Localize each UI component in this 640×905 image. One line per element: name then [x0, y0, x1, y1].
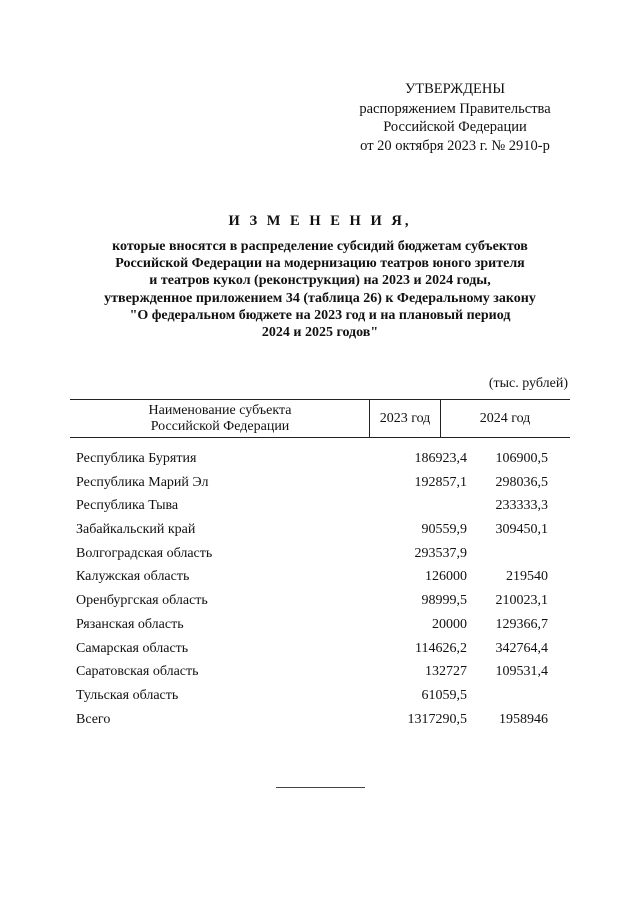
value-2024: 210023,1	[495, 593, 548, 609]
table-row	[70, 498, 570, 522]
region-name: Саратовская область	[76, 664, 199, 680]
subtitle-line: утвержденное приложением 34 (таблица 26) к Федеральному закону	[104, 290, 536, 306]
header-subject-name	[70, 403, 370, 435]
table-header	[70, 399, 570, 438]
total-label: Всего	[76, 711, 111, 727]
region-name: Самарская область	[76, 640, 189, 656]
value-2023: 98999,5	[421, 593, 467, 609]
table-row	[70, 522, 570, 546]
value-2023: 293537,9	[414, 545, 467, 561]
region-name: Рязанская область	[76, 616, 184, 632]
header-name-line-1: Наименование субъекта	[148, 403, 292, 418]
region-name: Республика Марий Эл	[76, 474, 209, 490]
units-note: (тыс. рублей)	[488, 376, 568, 391]
header-year-2024: 2024 год	[479, 410, 531, 426]
value-2024: 309450,1	[495, 522, 548, 538]
region-name: Республика Бурятия	[76, 451, 197, 466]
approval-line-3: от 20 октября 2023 г. № 2910-р	[360, 137, 550, 154]
value-2023: 192857,1	[414, 474, 467, 490]
region-name: Тульская область	[76, 687, 179, 703]
table-row	[70, 475, 570, 499]
header-name-line-2: Российской Федерации	[150, 419, 290, 434]
subtitle-line: и театров кукол (реконструкция) на 2023 и 2024 годы,	[149, 273, 491, 289]
region-name: Волгоградская область	[76, 545, 213, 561]
region-name: Оренбургская область	[76, 593, 208, 609]
table-row	[70, 664, 570, 688]
end-separator-line	[276, 787, 365, 788]
table-row	[70, 546, 570, 570]
subtitle-line: Российской Федерации на модернизацию театров юного зрителя	[115, 256, 525, 272]
table-row	[70, 451, 570, 475]
region-name: Калужская область	[76, 569, 190, 585]
table-row-total	[70, 712, 570, 736]
total-2023: 1317290,5	[407, 711, 467, 727]
approval-stamp	[345, 80, 565, 155]
region-name: Забайкальский край	[76, 522, 196, 538]
table-row	[70, 569, 570, 593]
value-2024: 219540	[506, 569, 548, 585]
total-2024: 1958946	[499, 711, 548, 727]
subtitle-line: 2024 и 2025 годов"	[261, 325, 379, 341]
approval-heading: УТВЕРЖДЕНЫ	[404, 81, 506, 97]
subsidy-table	[70, 399, 570, 727]
value-2024: 106900,5	[495, 451, 548, 466]
region-name: Республика Тыва	[76, 498, 179, 514]
table-row	[70, 593, 570, 617]
value-2023: 114626,2	[415, 640, 467, 656]
value-2024: 233333,3	[495, 498, 548, 514]
value-2023: 20000	[432, 616, 467, 632]
table-body	[70, 451, 570, 735]
document-title: И З М Е Н Е Н И Я,	[228, 213, 412, 229]
value-2024: 298036,5	[495, 474, 548, 490]
subtitle-line: "О федеральном бюджете на 2023 год и на плановый период	[129, 307, 511, 323]
document-subtitle	[60, 238, 580, 341]
value-2023: 61059,5	[421, 687, 467, 703]
value-2023: 90559,9	[421, 522, 467, 538]
value-2024: 129366,7	[495, 616, 548, 632]
value-2023: 126000	[425, 569, 467, 585]
subtitle-line: которые вносятся в распределение субсидий бюджетам субъектов	[112, 239, 528, 254]
approval-line-1: распоряжением Правительства	[359, 100, 551, 117]
value-2024: 109531,4	[495, 664, 548, 680]
value-2024: 342764,4	[495, 640, 548, 656]
header-year-2023: 2023 год	[369, 400, 441, 437]
value-2023: 132727	[425, 664, 467, 680]
value-2023: 186923,4	[414, 451, 467, 466]
table-row	[70, 688, 570, 712]
table-row	[70, 617, 570, 641]
approval-line-2: Российской Федерации	[383, 119, 527, 135]
table-row	[70, 641, 570, 665]
